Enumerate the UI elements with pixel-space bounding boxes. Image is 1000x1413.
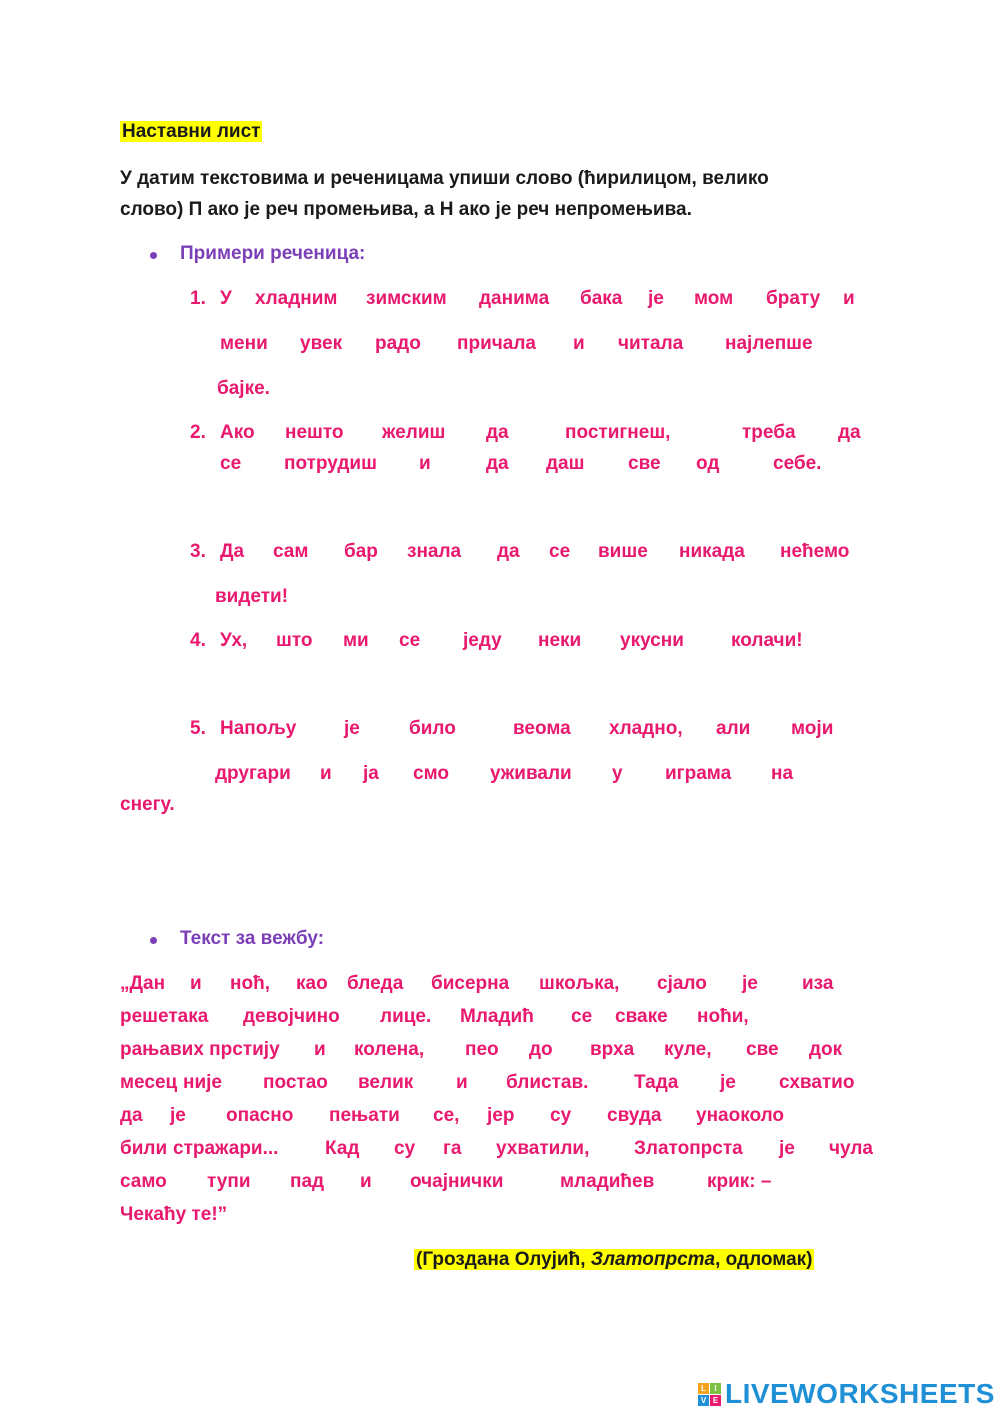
word: да [486, 422, 509, 443]
word: хладно, [609, 718, 683, 739]
logo-mark-icon [698, 1383, 721, 1406]
word: Напољу [220, 718, 297, 739]
word: је [742, 973, 758, 994]
word: увек [300, 333, 343, 354]
word: било [409, 718, 456, 739]
word: од [696, 453, 720, 474]
word: до [529, 1039, 553, 1060]
citation-author: (Гроздана Олујић, [416, 1249, 591, 1270]
sentence-number-3: 3. [190, 541, 206, 562]
word: читала [618, 333, 684, 354]
word: се [220, 453, 242, 474]
logo-letter: V [698, 1395, 709, 1406]
word: младићев [560, 1171, 655, 1192]
word: на [771, 763, 794, 784]
word: желиш [382, 422, 446, 443]
word: схватио [779, 1072, 855, 1093]
sentence-number-4: 4. [190, 630, 206, 651]
word: Кад [325, 1138, 360, 1159]
word: блистав. [506, 1072, 589, 1093]
examples-heading: Примери реченица: [180, 243, 366, 264]
word: стражари... [173, 1138, 279, 1159]
word: снегу. [120, 794, 175, 815]
word: се [399, 630, 421, 651]
word: унаоколо [696, 1105, 785, 1126]
word: колена, [354, 1039, 425, 1060]
word: као [296, 973, 328, 994]
word: га [443, 1138, 462, 1159]
word: свуда [607, 1105, 662, 1126]
word: крик: – [707, 1171, 772, 1192]
word: али [716, 718, 751, 739]
word: Ух, [220, 630, 248, 651]
word: месец [120, 1072, 178, 1093]
word: и [360, 1171, 372, 1192]
word: шкољка, [539, 973, 620, 994]
word: све [628, 453, 661, 474]
word: се [571, 1006, 593, 1027]
word: чула [829, 1138, 873, 1159]
liveworksheets-logo [698, 1378, 995, 1410]
word: моји [791, 718, 834, 739]
word: „Дан [120, 973, 166, 994]
word: рањавих прстију [120, 1039, 280, 1060]
logo-letter: L [698, 1383, 709, 1394]
word: били [120, 1138, 168, 1159]
citation [414, 1249, 814, 1271]
page-title-text: Наставни лист [122, 121, 261, 142]
word: другари [215, 763, 291, 784]
word: решетака [120, 1006, 209, 1027]
citation-work: Златопрста [590, 1249, 716, 1270]
word: и [190, 973, 202, 994]
word: и [843, 288, 855, 309]
exercise-heading: Текст за вежбу: [180, 928, 325, 949]
word: Да [220, 541, 245, 562]
word: да [486, 453, 509, 474]
word: једу [463, 630, 502, 651]
bullet-icon [150, 937, 157, 944]
word: најлепше [725, 333, 813, 354]
word: Младић [460, 1006, 534, 1027]
word: да [838, 422, 861, 443]
word: јер [487, 1105, 515, 1126]
word: треба [742, 422, 796, 443]
word: играма [665, 763, 732, 784]
word: мени [220, 333, 268, 354]
word: је [170, 1105, 186, 1126]
word: колачи! [731, 630, 803, 651]
word: зимским [366, 288, 447, 309]
word: ухватили, [496, 1138, 590, 1159]
word: ноћ, [230, 973, 270, 994]
word: никада [679, 541, 745, 562]
word: ми [343, 630, 369, 651]
citation-highlight [414, 1249, 814, 1270]
word: данима [479, 288, 550, 309]
instruction-line-1: У датим текстовима и реченицама упиши слово (ћирилицом, велико [120, 168, 769, 189]
word: У [220, 288, 232, 309]
word: мом [694, 288, 734, 309]
word: смо [413, 763, 449, 784]
word: бака [580, 288, 623, 309]
word: укусни [620, 630, 684, 651]
word: није [183, 1072, 223, 1093]
word: Тада [634, 1072, 679, 1093]
word: бајке. [217, 378, 270, 399]
word: Златопрста [634, 1138, 743, 1159]
word: је [779, 1138, 795, 1159]
word: бисерна [431, 973, 510, 994]
word: опасно [226, 1105, 294, 1126]
word: сјало [657, 973, 707, 994]
word: девојчино [243, 1006, 340, 1027]
word: док [809, 1039, 843, 1060]
logo-letter: I [710, 1383, 721, 1394]
word: бледа [347, 973, 404, 994]
word: тупи [207, 1171, 251, 1192]
word: да [497, 541, 520, 562]
word: је [648, 288, 664, 309]
word: сваке [615, 1006, 668, 1027]
word: куле, [664, 1039, 712, 1060]
word: потрудиш [284, 453, 377, 474]
word: и [314, 1039, 326, 1060]
word: и [573, 333, 585, 354]
word: више [598, 541, 648, 562]
word: у [612, 763, 623, 784]
word: даш [546, 453, 585, 474]
word: се [549, 541, 571, 562]
word: лице. [380, 1006, 432, 1027]
word: и [419, 453, 431, 474]
word: и [456, 1072, 468, 1093]
word: се, [433, 1105, 460, 1126]
sentence-number-2: 2. [190, 422, 206, 443]
word: сам [273, 541, 309, 562]
logo-letter: E [710, 1395, 721, 1406]
word: очајнички [410, 1171, 504, 1192]
word: је [344, 718, 360, 739]
word: пењати [329, 1105, 400, 1126]
word: само [120, 1171, 167, 1192]
instruction-line-2: слово) П ако је реч промењива, а Н ако је реч непромењива. [120, 199, 692, 220]
word: су [550, 1105, 572, 1126]
word: је [720, 1072, 736, 1093]
word: неки [538, 630, 582, 651]
word: су [394, 1138, 416, 1159]
sentence-number-5: 5. [190, 718, 206, 739]
sentence-number-1: 1. [190, 288, 206, 309]
word: што [276, 630, 313, 651]
word: веома [513, 718, 571, 739]
word: знала [407, 541, 462, 562]
word: нећемо [780, 541, 850, 562]
word: Чекаћу те!” [120, 1204, 228, 1225]
word: брату [766, 288, 821, 309]
word: врха [590, 1039, 635, 1060]
word: пад [290, 1171, 325, 1192]
word: пео [465, 1039, 499, 1060]
word: хладним [255, 288, 338, 309]
bullet-icon [150, 252, 157, 259]
word: радо [375, 333, 421, 354]
word: иза [802, 973, 834, 994]
word: нешто [285, 422, 344, 443]
word: ја [363, 763, 379, 784]
word: бар [344, 541, 378, 562]
word: Ако [220, 422, 255, 443]
word: ноћи, [697, 1006, 749, 1027]
word: и [320, 763, 332, 784]
word: све [746, 1039, 779, 1060]
word: видети! [215, 586, 289, 607]
word: велик [358, 1072, 414, 1093]
word: постао [263, 1072, 328, 1093]
word: уживали [490, 763, 572, 784]
page-title [120, 121, 262, 143]
word: себе. [773, 453, 822, 474]
citation-suffix: , одломак) [715, 1249, 813, 1270]
word: постигнеш, [565, 422, 671, 443]
logo-text: LIVEWORKSHEETS [725, 1378, 995, 1409]
word: да [120, 1105, 143, 1126]
word: причала [457, 333, 536, 354]
